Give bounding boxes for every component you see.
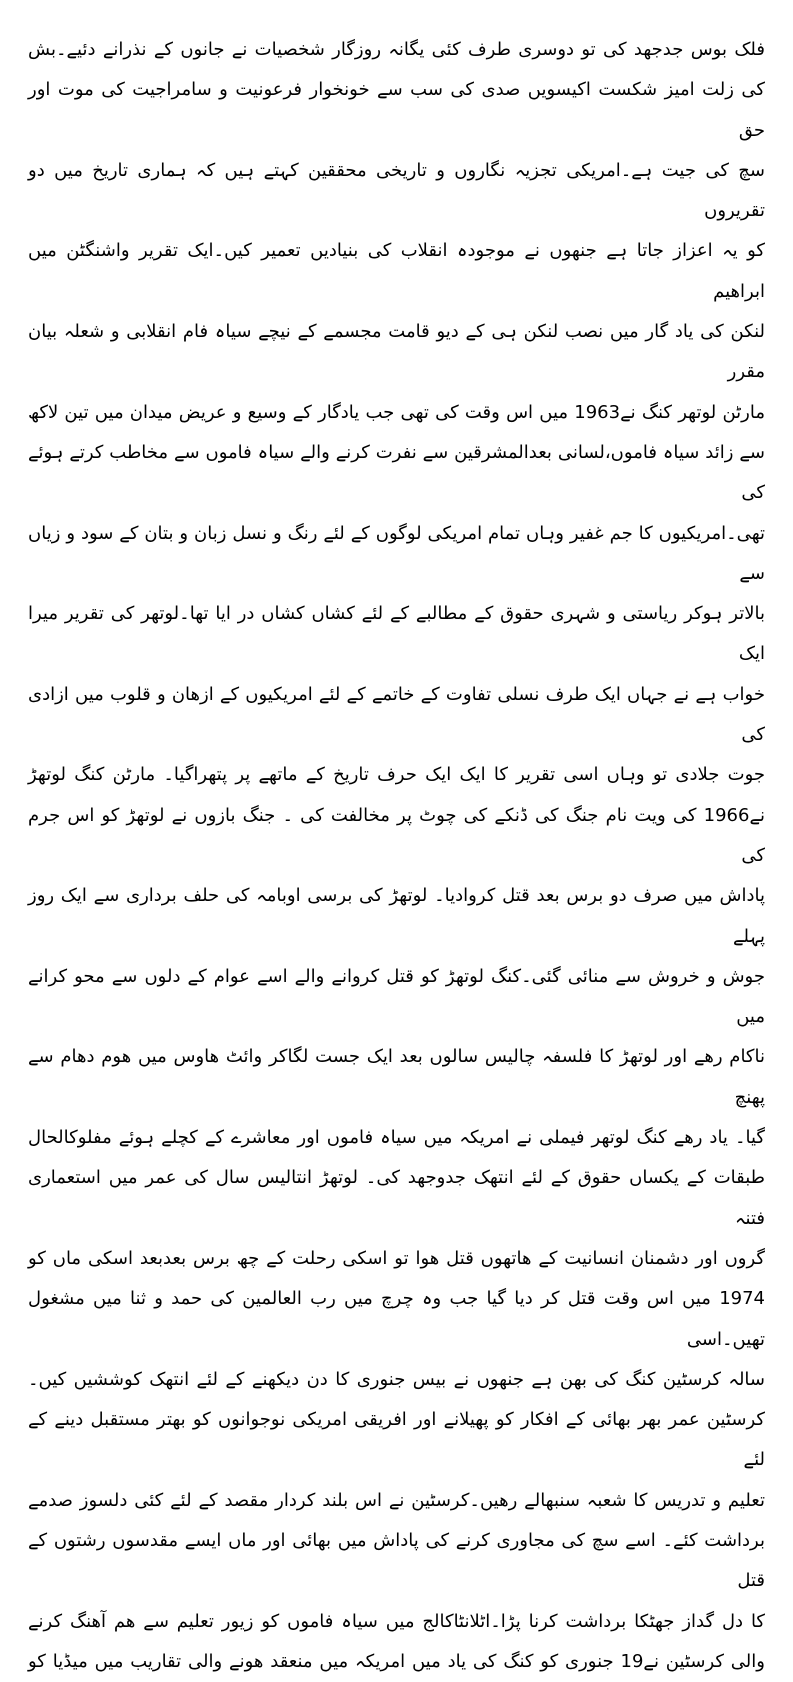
text-line: فلک بوس جدجھد کی تو دوسری طرف کئی یگانہ روزگار شخصیات نے جانوں کے نذرانے دئیے۔بش	[28, 39, 765, 60]
text-line: کو یہ اعزاز جاتا ہے جنھوں نے موجودہ انقلاب کی بنیادیں تعمیر کیں۔ایک تقریر واشنگٹن میں ابراھیم	[28, 240, 765, 302]
text-line: کرسٹین عمر بھر بھائی کے افکار کو پھیلانے اور افریقی امریکی نوجوانوں کو بھتر مستقبل دینے کے لئے	[28, 1409, 765, 1471]
text-line: طبقات کے یکساں حقوق کے لئے انتھک جدوجھد کی۔ لوتھڑ انتالیس سال کی عمر میں استعماری فتنہ	[28, 1167, 765, 1229]
text-line: سالہ کرسٹین کنگ کی بھن ہے جنھوں نے بیس جنوری کا دن دیکھنے کے لئے انتھک کوششیں کیں۔	[28, 1368, 765, 1390]
text-line: جوش و خروش سے منائی گئی۔کنگ لوتھڑ کو قتل کروانے والے اسے عوام کے دلوں سے محو کرانے میں	[28, 965, 765, 1028]
text-line: لنکن کی یاد گار میں نصب لنکن ہی کے دیو قامت مجسمے کے نیچے سیاہ فام انقلابی و شعلہ بیان مقرر	[28, 321, 765, 383]
text-line: جوت جلادی تو وہاں اسی تقریر کا ایک ایک حرف تاریخ کے ماتھے پر پتھراگیا۔ مارٹن کنگ لوتھڑ	[28, 764, 765, 786]
text-line: گیا۔ یاد رھے کنگ لوتھر فیملی نے امریکہ میں سیاہ فاموں اور معاشرے کے کچلے ہوئے مفلوکالحال	[28, 1127, 765, 1149]
text-line: تعلیم و تدریس کا شعبہ سنبھالے رھیں۔کرسٹین نے اس بلند کردار مقصد کے لئے کئی دلسوز صدمے	[28, 1489, 765, 1511]
text-line: کی زلت امیز شکست اکیسویں صدی کی سب سے خونخوار فرعونیت و سامراجیت کی موت اور حق	[28, 79, 765, 141]
text-line: تھی۔امریکیوں کا جم غفیر وہاں تمام امریکی لوگوں کے لئے رنگ و نسل زبان و بتان کے سود و زیاں سے	[28, 522, 765, 584]
text-line: سے زائد سیاہ فاموں،لسانی بعدالمشرقین سے نفرت کرنے والے سیاہ فاموں سے مخاطب کرتے ہوئے کی	[28, 441, 765, 504]
text-line: پاداش میں صرف دو برس بعد قتل کروادیا۔ لوتھڑ کی برسی اوبامہ کی حلف برداری سے ایک روز پہلے	[28, 885, 765, 947]
text-line: خواب ہے نے جہاں ایک طرف نسلی تفاوت کے خاتمے کے لئے امریکیوں کے ازھان و قلوب میں ازادی کی	[28, 683, 765, 746]
text-line: مارٹن لوتھر کنگ نے1963 میں اس وقت کی تھی جب یادگار کے وسیع و عریض میدان میں تین لاکھ	[28, 401, 765, 423]
text-line: سچ کی جیت ہے۔امریکی تجزیہ نگاروں و تاریخی محققین کہتے ہیں کہ ہماری تاریخ میں دو تقریروں	[28, 159, 765, 222]
text-line: بالاتر ہوکر ریاستی و شہری حقوق کے مطالبے کے لئے کشاں کشاں در ایا تھا۔لوتھر کی تقریر میرا ایک	[28, 603, 765, 665]
text-line: والی کرسٹین نے19 جنوری کو کنگ کی یاد میں امریکہ میں منعقد ھونے والی تقاریب میں میڈیا کو	[28, 1650, 765, 1672]
text-line: گروں اور دشمنان انسانیت کے ھاتھوں قتل ھوا تو اسکی رحلت کے چھ برس بعدبعد اسکی ماں کو	[28, 1247, 765, 1269]
text-line: ناکام رھے اور لوتھڑ کا فلسفہ چالیس سالوں بعد ایک جست لگاکر وائٹ ھاوس میں ھوم دھام سے پھنچ	[28, 1046, 765, 1108]
text-line: نے1966 کی ویت نام جنگ کی ڈنکے کی چوٹ پر مخالفت کی ۔ جنگ بازوں نے لوتھڑ کو اس جرم کی	[28, 804, 765, 866]
text-line: 1974 میں اس وقت قتل کر دیا گیا جب وہ چرچ میں رب العالمین کی حمد و ثنا میں مشغول تھیں۔اسی	[28, 1288, 765, 1350]
text-line: برداشت کئے۔ اسے سچ کی مجاوری کرنے کی پاداش میں بھائی اور ماں ایسے مقدسوں رشتوں کے قتل	[28, 1529, 765, 1592]
text-line: کا دل گداز جھٹکا برداشت کرنا پڑا۔اٹلانٹاکالج میں سیاہ فاموں کو زیور تعلیم سے ھم آھنگ کرنے	[28, 1610, 765, 1632]
